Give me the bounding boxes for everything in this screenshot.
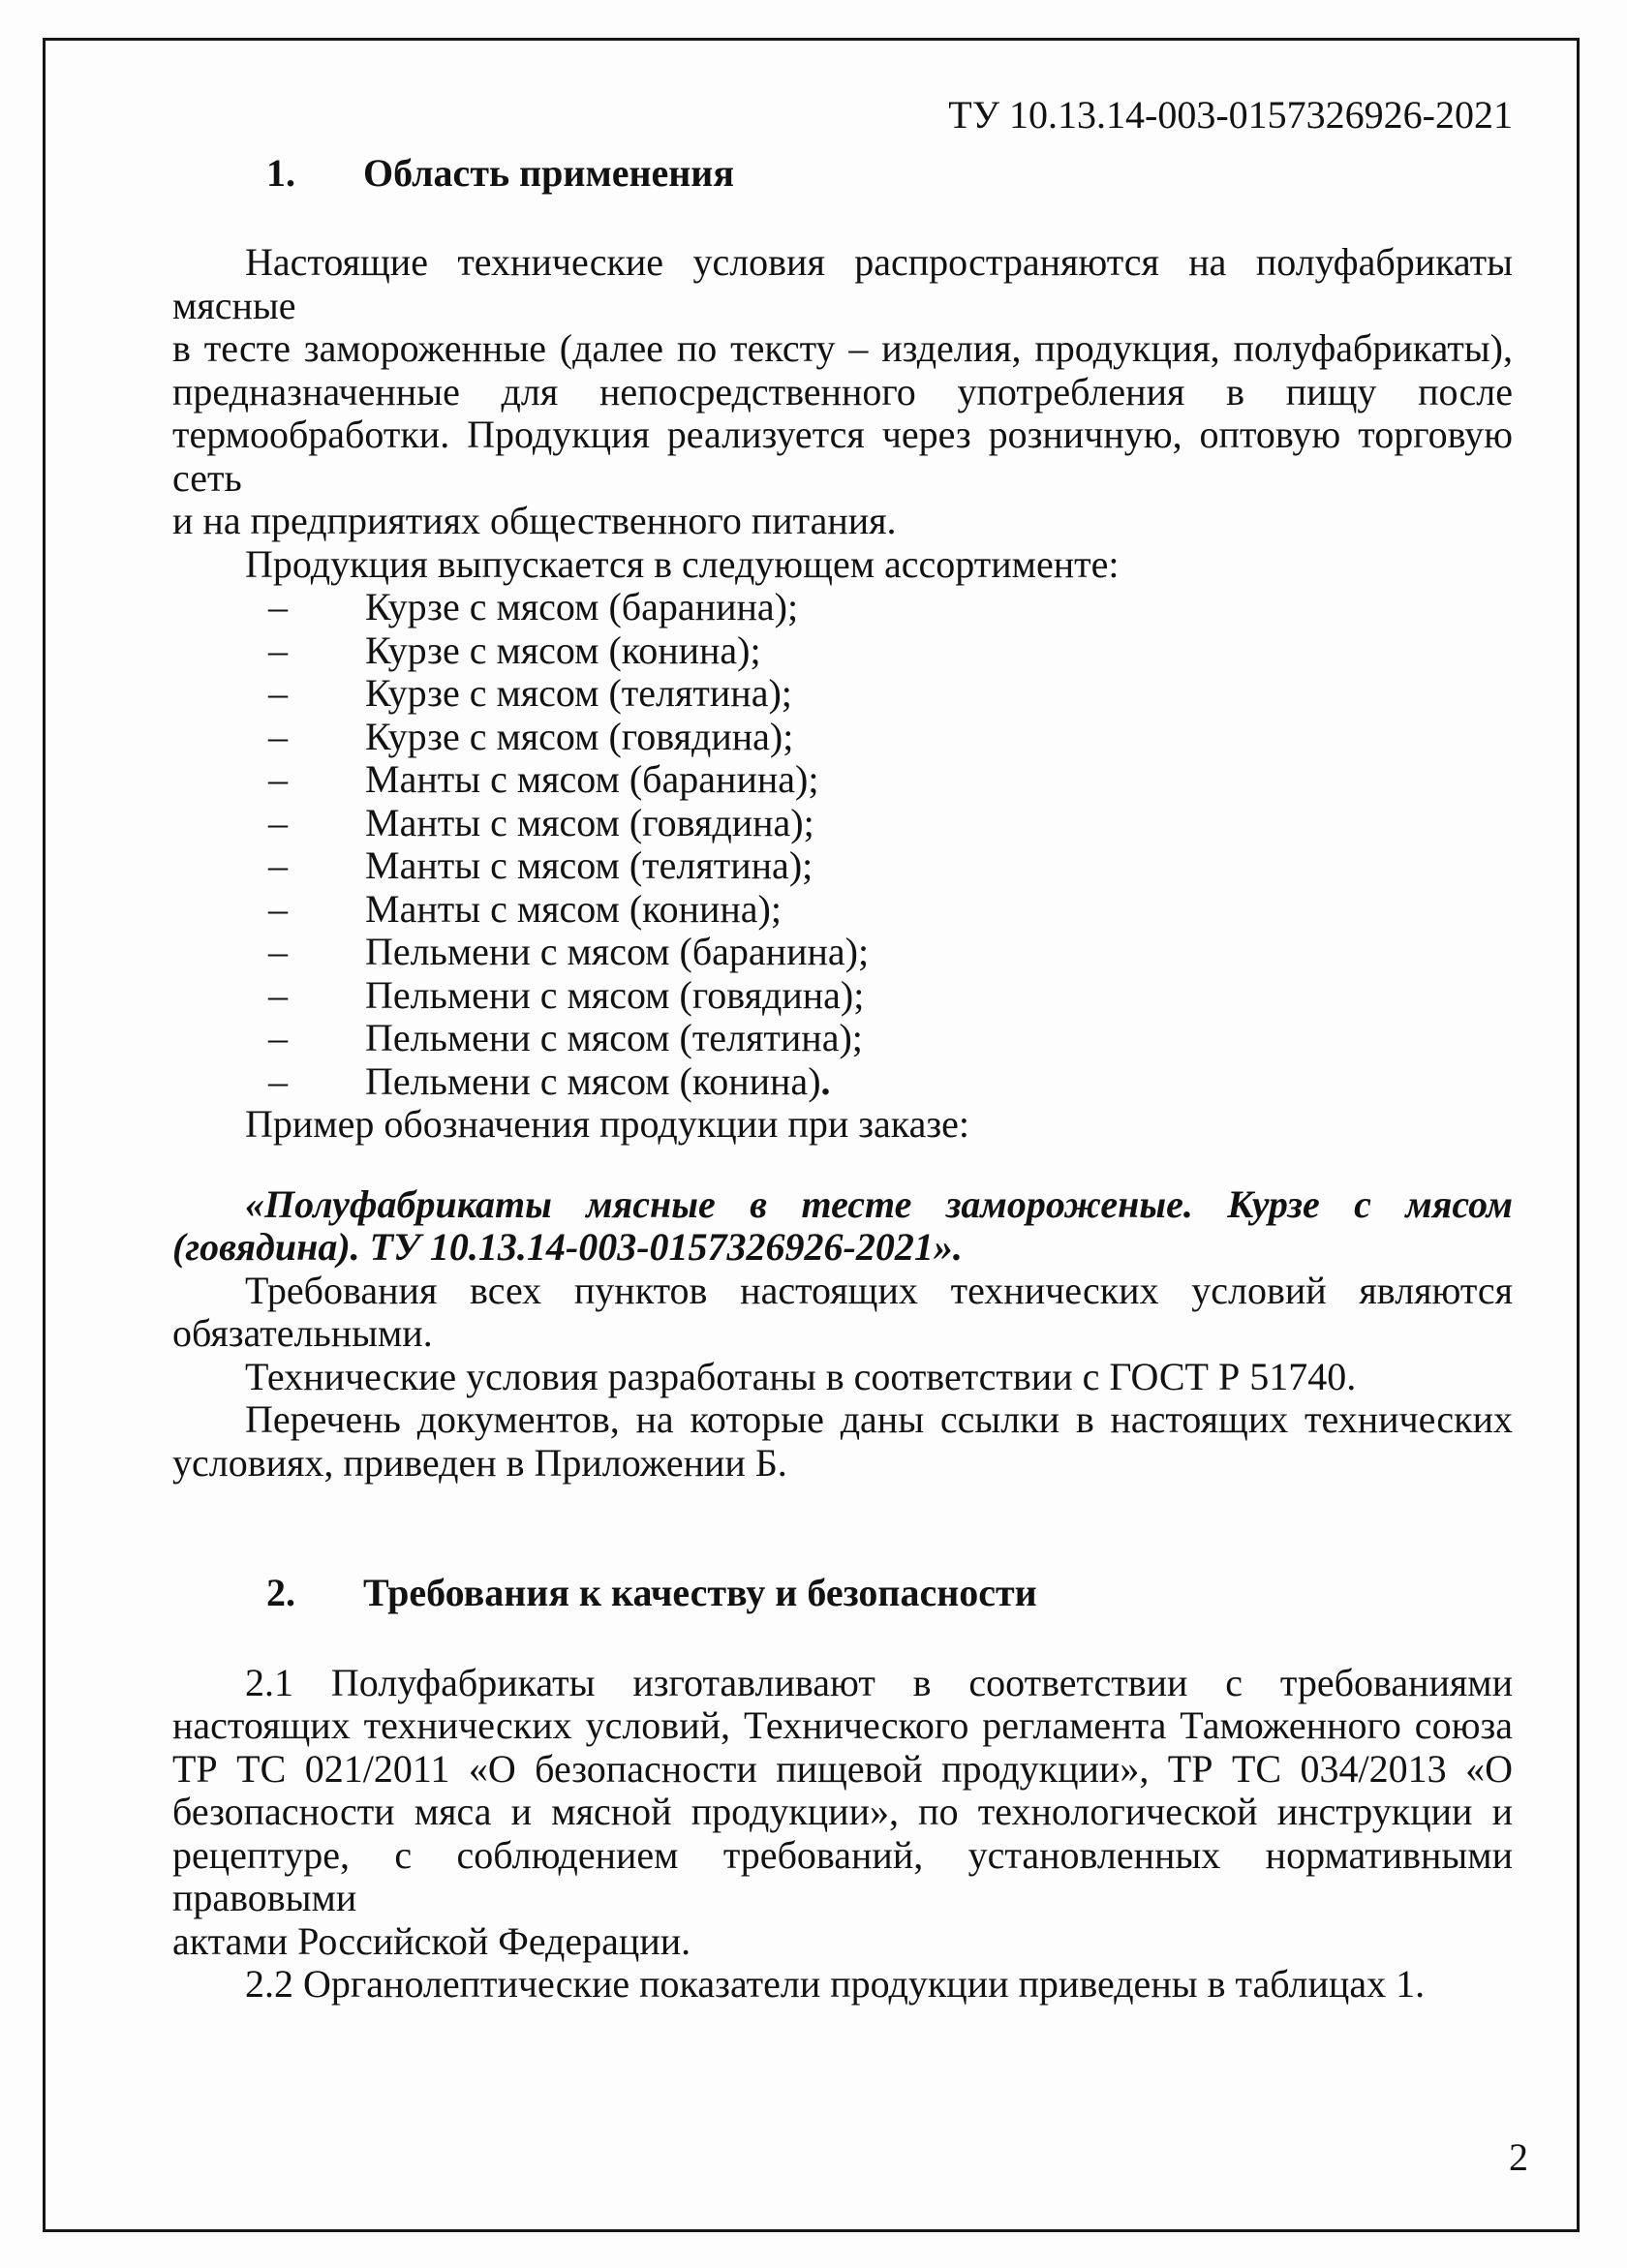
- assortment-intro-paragraph: [172, 543, 1513, 587]
- text-line: 2.2 Органолептические показатели продукции приведены в таблицах 1.: [245, 1962, 1426, 2006]
- list-item-text: Курзе с мясом (баранина);: [365, 585, 799, 628]
- list-item: [172, 672, 1513, 716]
- text-line: термообработки. Продукция реализуется через розничную, оптовую торговую сеть: [172, 413, 1513, 500]
- text-line: обязательными.: [172, 1311, 433, 1355]
- manufacturing-requirements-paragraph: [172, 1662, 1513, 1964]
- text-line: актами Российской Федерации.: [172, 1918, 691, 1963]
- list-dash-marker: –: [268, 585, 288, 628]
- list-item-text: Манты с мясом (телятина);: [365, 843, 814, 887]
- list-item-text: Курзе с мясом (телятина);: [365, 671, 792, 715]
- list-item: [172, 586, 1513, 629]
- text-line: условиях, приведен в Приложении Б.: [172, 1440, 787, 1485]
- list-dash-marker: –: [268, 930, 288, 973]
- page-number: 2: [1509, 2135, 1528, 2179]
- section2-number: 2.: [266, 1571, 295, 1614]
- list-item-text: Пельмени с мясом (баранина);: [365, 930, 870, 973]
- section1-heading: [172, 152, 1513, 196]
- list-item: [172, 1017, 1513, 1060]
- text-line: Технические условия разработаны в соответствии с ГОСТ Р 51740.: [245, 1354, 1357, 1398]
- list-item-text: Пельмени с мясом (говядина);: [365, 972, 865, 1017]
- list-dash-marker: –: [268, 1016, 288, 1059]
- list-item: [172, 1060, 1513, 1104]
- list-dash-marker: –: [268, 671, 288, 715]
- list-item-text: Манты с мясом (говядина);: [365, 800, 814, 844]
- list-item-text: Курзе с мясом (говядина);: [365, 714, 794, 758]
- text-line: настоящих технических условий, Технического регламента Таможенного союза: [172, 1703, 1513, 1747]
- list-item: [172, 716, 1513, 759]
- text-line: Продукция выпускается в следующем ассортименте:: [245, 541, 1120, 586]
- list-dash-marker: –: [268, 972, 288, 1017]
- list-dash-marker: –: [268, 714, 288, 758]
- list-item: [172, 629, 1513, 673]
- section2-heading: [172, 1572, 1513, 1615]
- list-dash-marker: –: [268, 1058, 288, 1103]
- scope-paragraph: [172, 241, 1513, 543]
- list-item: [172, 844, 1513, 888]
- list-item: [172, 931, 1513, 974]
- doc-number: ТУ 10.13.14-003-0157326926-2021: [948, 93, 1513, 137]
- text-line: (говядина). ТУ 10.13.14-003-0157326926-2021».: [172, 1225, 963, 1269]
- designation-example-paragraph: [172, 1183, 1513, 1270]
- text-line: безопасности мяса и мясной продукции», по технологической инструкции и: [172, 1790, 1513, 1833]
- text-line: Перечень документов, на которые даны ссылки в настоящих технических: [245, 1397, 1513, 1441]
- section2-title: Требования к качеству и безопасности: [363, 1571, 1037, 1614]
- requirements-paragraph: [172, 1270, 1513, 1356]
- text-line: Пример обозначения продукции при заказе:: [245, 1102, 970, 1146]
- section1-number: 1.: [266, 150, 295, 195]
- list-dash-marker: –: [268, 757, 288, 801]
- gost-paragraph: [172, 1356, 1513, 1399]
- section1-title: Область применения: [363, 150, 734, 195]
- organoleptic-paragraph: [172, 1963, 1513, 2007]
- example-intro-paragraph: [172, 1103, 1513, 1147]
- list-item-text: Пельмени с мясом (телятина);: [365, 1016, 863, 1059]
- list-item-text: Курзе с мясом (конина);: [365, 628, 761, 672]
- text-line: Настоящие технические условия распространяются на полуфабрикаты мясные: [172, 240, 1513, 327]
- list-dash-marker: –: [268, 800, 288, 844]
- text-line: Требования всех пунктов настоящих технических условий являются: [245, 1268, 1513, 1312]
- list-dash-marker: –: [268, 843, 288, 887]
- list-terminator: .: [820, 1058, 831, 1103]
- text-line: ТР ТС 021/2011 «О безопасности пищевой продукции», ТР ТС 034/2013 «О: [172, 1746, 1513, 1791]
- text-line: рецептуре, с соблюдением требований, установленных нормативными правовыми: [172, 1832, 1513, 1919]
- text-line: и на предприятиях общественного питания.: [172, 499, 897, 542]
- text-line: в тесте замороженные (далее по тексту – изделия, продукция, полуфабрикаты),: [172, 326, 1513, 370]
- list-item: [172, 802, 1513, 845]
- list-item-text: Манты с мясом (конина);: [365, 886, 782, 931]
- list-item: [172, 974, 1513, 1018]
- references-paragraph: [172, 1398, 1513, 1485]
- page-content: [172, 41, 1513, 2007]
- list-item: [172, 758, 1513, 802]
- text-line: предназначенные для непосредственного употребления в пищу после: [172, 369, 1513, 414]
- list-dash-marker: –: [268, 628, 288, 672]
- text-line: «Полуфабрикаты мясные в тесте замороженые. Курзе с мясом: [245, 1181, 1513, 1226]
- text-line: 2.1 Полуфабрикаты изготавливают в соответствии с требованиями: [245, 1660, 1513, 1704]
- list-dash-marker: –: [268, 886, 288, 931]
- list-item: [172, 888, 1513, 932]
- list-item-text: Манты с мясом (баранина);: [365, 757, 819, 801]
- list-item-text: Пельмени с мясом (конина): [365, 1058, 821, 1103]
- assortment-list: [172, 586, 1513, 1103]
